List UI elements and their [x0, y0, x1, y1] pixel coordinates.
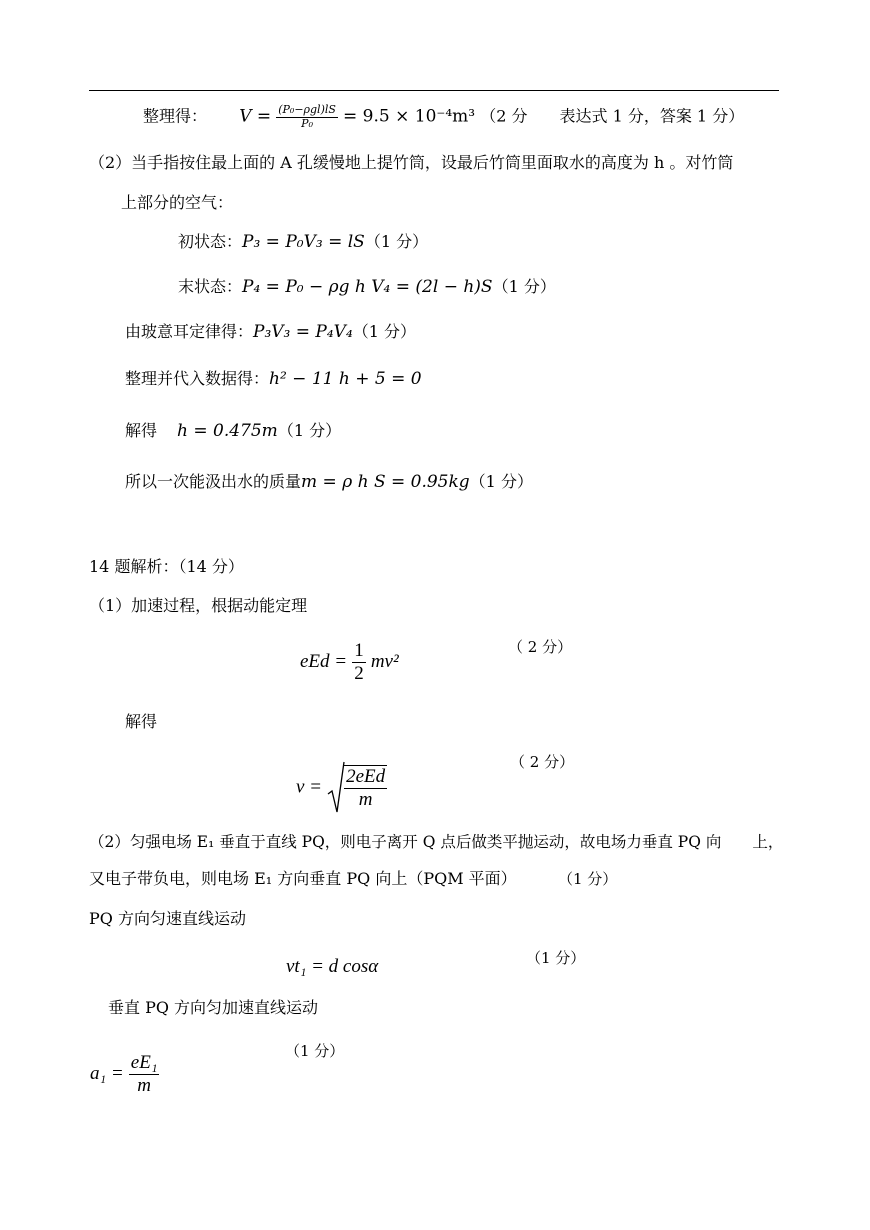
- eq2-numerator: 2eEd: [346, 766, 386, 788]
- quadratic-eq: [125, 368, 422, 390]
- perpendicular-accel-motion: 垂直 PQ 方向匀加速直线运动: [108, 998, 319, 1017]
- final-state: [178, 276, 556, 298]
- eq3-score: （1 分）: [526, 949, 586, 967]
- eq4-lhs: a₁ =: [90, 1062, 124, 1084]
- eq1-rhs: mv²: [370, 650, 399, 672]
- final-state-label: 末状态：: [178, 277, 243, 296]
- eq2-fraction: [344, 765, 387, 811]
- boyle-law: [125, 321, 416, 343]
- initial-state-formula: P₃ = P₀V₃ = lS: [242, 232, 365, 252]
- solution-h: [125, 420, 341, 442]
- final-state-score: （1 分）: [492, 277, 556, 296]
- quadratic-formula: h² − 11 h + 5 = 0: [269, 369, 422, 389]
- volume-value: = 9.5 × 10⁻⁴m³: [343, 106, 476, 127]
- eq3-formula: vt₁ = d cosα: [286, 956, 379, 977]
- solution-h-score: （1 分）: [277, 421, 342, 440]
- jie-de-label: 解得: [125, 712, 158, 731]
- part2-intro: （2）当手指按住最上面的 A 孔缓慢地上提竹筒，设最后竹筒里面取水的高度为 h 。对竹筒: [89, 153, 734, 172]
- volume-fraction: [276, 104, 338, 130]
- water-mass-formula: m = ρ h S = 0.95kg: [301, 472, 470, 492]
- final-state-formula: P₄ = P₀ − ρg h V₄ = (2l − h)S: [242, 277, 493, 297]
- eq2-score: （ 2 分）: [510, 753, 575, 771]
- water-mass: [125, 471, 533, 493]
- eq1-score: （ 2 分）: [508, 638, 573, 656]
- sqrt-sign: [327, 760, 345, 816]
- boyle-law-score: （1 分）: [352, 322, 417, 341]
- part2-intro-cont: 上部分的空气：: [121, 193, 234, 212]
- initial-state-score: （1 分）: [364, 232, 429, 251]
- q14-part2-score: （1 分）: [558, 870, 618, 888]
- eq1-numerator: 1: [354, 640, 364, 661]
- velocity-equation: [296, 760, 387, 816]
- quadratic-label: 整理并代入数据得：: [125, 369, 270, 388]
- water-mass-score: （1 分）: [469, 472, 533, 491]
- eq4-denominator: m: [137, 1074, 151, 1096]
- fraction-numerator: (P₀−ρgl)lS: [278, 103, 336, 116]
- eq1-fraction: [352, 640, 366, 685]
- score-note: （2 分 表达式 1 分，答案 1 分）: [480, 106, 745, 126]
- q14-part2-line2: 又电子带负电，则电场 E₁ 方向垂直 PQ 向上（PQM 平面）: [89, 869, 517, 888]
- fraction-denominator: P₀: [301, 116, 313, 130]
- q14-part1: （1）加速过程，根据动能定理: [89, 596, 308, 615]
- q14-title: 14 题解析：（14 分）: [89, 557, 244, 576]
- boyle-law-formula: P₃V₃ = P₄V₄: [253, 322, 353, 342]
- solution-h-formula: h = 0.475m: [177, 421, 278, 441]
- eq2-lhs: v =: [296, 776, 323, 798]
- eq4-numerator: eE₁: [130, 1052, 158, 1073]
- label-zhengli: 整理得：: [143, 106, 208, 126]
- solution-h-label: 解得: [125, 421, 158, 440]
- acceleration-equation: [90, 1052, 159, 1097]
- volume-symbol: V =: [239, 106, 272, 127]
- eq1-denominator: 2: [354, 662, 364, 684]
- initial-state: [178, 231, 428, 253]
- eq4-score: （1 分）: [285, 1042, 345, 1060]
- pq-uniform-motion: PQ 方向匀速直线运动: [89, 909, 246, 928]
- eq1-lhs: eEd =: [300, 650, 348, 672]
- eq2-denominator: m: [358, 789, 373, 810]
- water-mass-label: 所以一次能汲出水的质量: [125, 472, 302, 491]
- result-line-volume: [143, 104, 744, 130]
- q14-part2-line1: （2）匀强电场 E₁ 垂直于直线 PQ，则电子离开 Q 点后做类平抛运动，故电场力垂直 PQ 向 上，: [89, 833, 784, 851]
- eq4-fraction: [129, 1052, 160, 1097]
- kinetic-energy-equation: [300, 640, 399, 685]
- top-rule: [89, 90, 779, 91]
- initial-state-label: 初状态：: [178, 232, 243, 251]
- boyle-law-label: 由玻意耳定律得：: [125, 322, 254, 341]
